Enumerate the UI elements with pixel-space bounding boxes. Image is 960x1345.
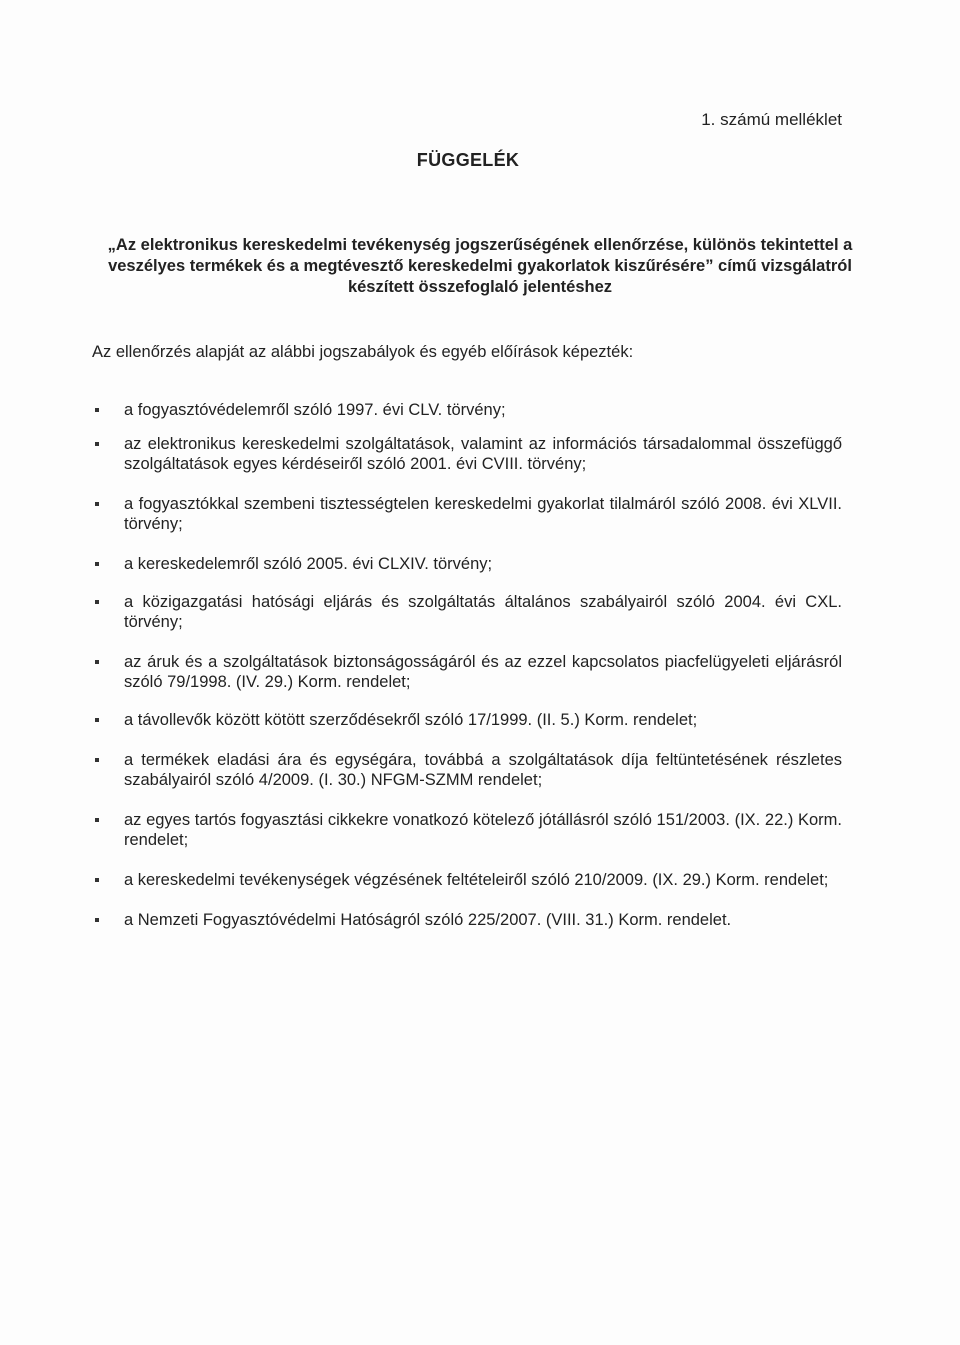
legislation-item [92,870,842,890]
bullet-icon [95,442,99,446]
legislation-item [92,592,842,632]
legislation-item [92,434,842,474]
legislation-item [92,750,842,790]
legislation-item [92,400,842,420]
legislation-text: az egyes tartós fogyasztási cikkekre vonatkozó kötelező jótállásról szóló 151/2003. (IX. 22.) Korm. rendelet; [124,811,842,849]
bullet-icon [95,918,99,922]
intro-paragraph: Az ellenőrzés alapját az alábbi jogszabályok és egyéb előírások képezték: [92,343,634,361]
annex-label: 1. számú melléklet [701,110,842,129]
legislation-text: az áruk és a szolgáltatások biztonságosságáról és az ezzel kapcsolatos piacfelügyeleti eljárásról szóló 79/1998. (IV. 29.) Korm. rendelet; [124,653,842,691]
bullet-icon [95,718,99,722]
legislation-text: az elektronikus kereskedelmi szolgáltatások, valamint az információs társadalommal összefüggő szolgáltatások egyes kérdéseiről szóló 2001. évi CVIII. törvény; [124,435,842,473]
legislation-item [92,554,842,574]
legislation-text: a kereskedelemről szóló 2005. évi CLXIV. törvény; [124,555,493,573]
bullet-icon [95,502,99,506]
bullet-icon [95,408,99,412]
legislation-text: a Nemzeti Fogyasztóvédelmi Hatóságról szóló 225/2007. (VIII. 31.) Korm. rendelet. [124,911,732,929]
legislation-text: a termékek eladási ára és egységára, továbbá a szolgáltatások díja feltüntetésének részletes szabályairól szóló 4/2009. (I. 30.) NFGM-SZMM rendelet; [124,751,842,789]
legislation-text: a távollevők között kötött szerződésekről szóló 17/1999. (II. 5.) Korm. rendelet; [124,711,698,729]
report-title: „Az elektronikus kereskedelmi tevékenység jogszerűségének ellenőrzése, különös tekintettel a veszélyes termékek és a megtévesztő kereskedelmi gyakorlatok kiszűrésére” című vizsgálatról készített összefoglaló jelentéshez [107,236,853,296]
bullet-icon [95,818,99,822]
legislation-item [92,910,842,930]
legislation-text: a fogyasztóvédelemről szóló 1997. évi CLV. törvény; [124,401,506,419]
bullet-icon [95,878,99,882]
bullet-icon [95,660,99,664]
bullet-icon [95,562,99,566]
appendix-heading: FÜGGELÉK [416,150,520,170]
legislation-text: a kereskedelmi tevékenységek végzésének feltételeiről szóló 210/2009. (IX. 29.) Korm. rendelet; [124,871,829,889]
legislation-text: a fogyasztókkal szembeni tisztességtelen kereskedelmi gyakorlat tilalmáról szóló 2008. évi XLVII. törvény; [124,495,842,533]
legislation-item [92,494,842,534]
legislation-list [92,400,842,930]
legislation-text: a közigazgatási hatósági eljárás és szolgáltatás általános szabályairól szóló 2004. évi CXL. törvény; [124,593,842,631]
legislation-item [92,810,842,850]
legislation-item [92,652,842,692]
bullet-icon [95,758,99,762]
legislation-item [92,710,842,730]
bullet-icon [95,600,99,604]
